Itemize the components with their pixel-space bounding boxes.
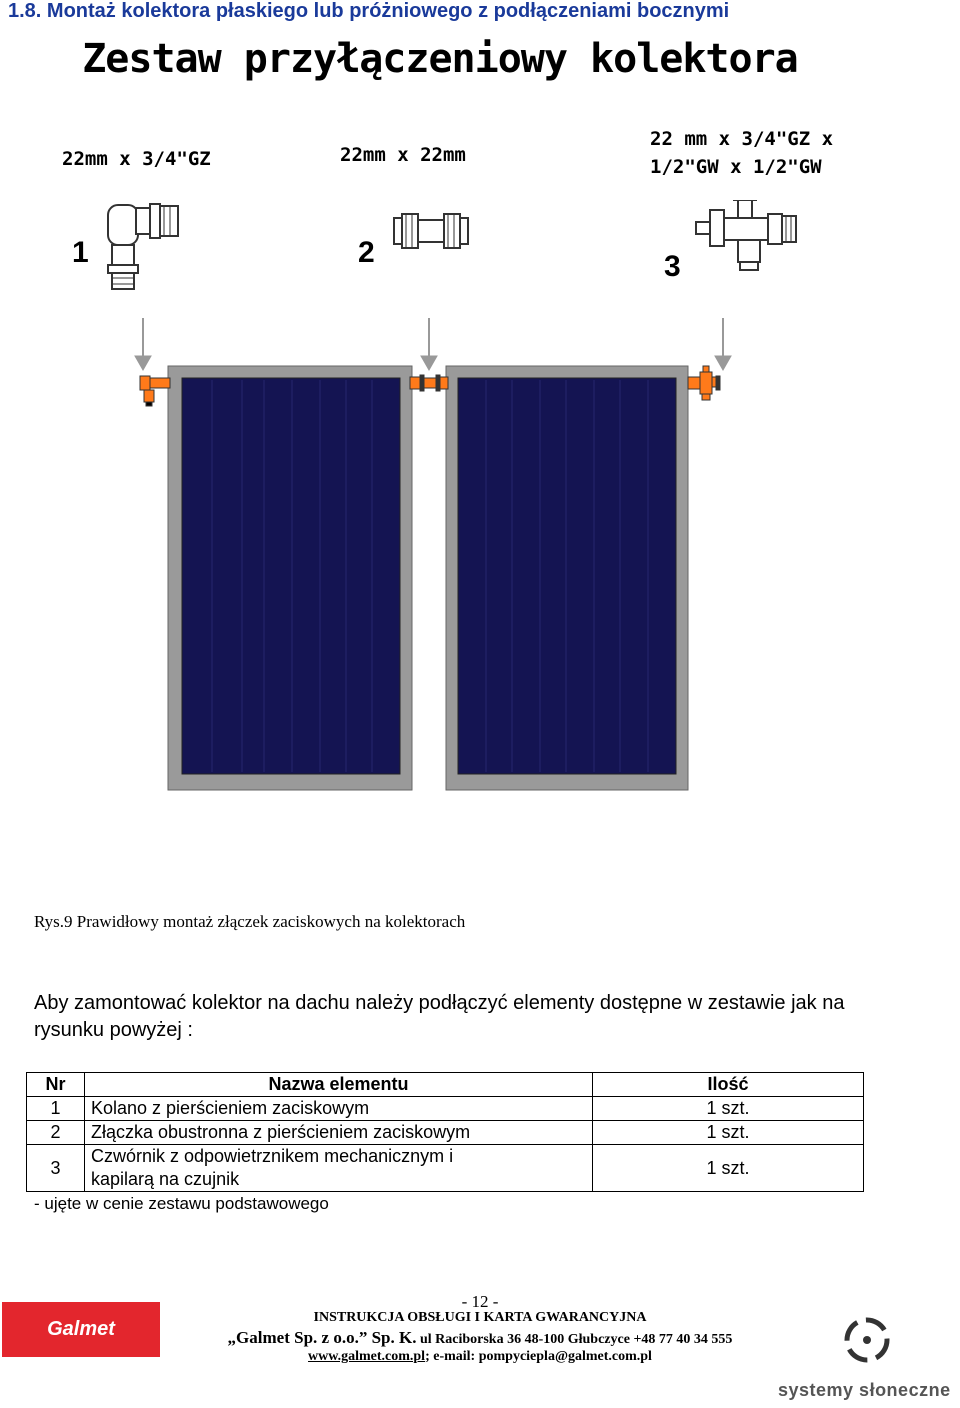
table-header-row bbox=[27, 1073, 864, 1097]
galmet-logo-text: Galmet bbox=[47, 1318, 115, 1340]
collector-panel-left bbox=[168, 366, 412, 790]
table-row bbox=[27, 1097, 864, 1121]
fitting-2-label: 22mm x 22mm bbox=[340, 144, 466, 166]
intro-paragraph: Aby zamontować kolektor na dachu należy podłączyć elementy dostępne w zestawie jak na rysunku powyżej : bbox=[34, 992, 845, 1041]
row-name-line2: kapilarą na czujnik bbox=[91, 1169, 240, 1189]
website-link[interactable]: www.galmet.com.pl bbox=[308, 1349, 426, 1364]
row-qty: 1 szt. bbox=[593, 1121, 864, 1145]
table-row bbox=[27, 1145, 864, 1192]
page-title: Zestaw przyłączeniowy kolektora bbox=[82, 36, 798, 82]
row-qty: 1 szt. bbox=[593, 1145, 864, 1192]
row-name: Kolano z pierścieniem zaciskowym bbox=[85, 1097, 593, 1121]
footer-company-line bbox=[160, 1328, 800, 1348]
footer-manual-title: INSTRUKCJA OBSŁUGI I KARTA GWARANCYJNA bbox=[313, 1310, 647, 1325]
fitting-2-number: 2 bbox=[358, 236, 375, 269]
row-name: Złączka obustronna z pierścieniem zaciskowym bbox=[85, 1121, 593, 1145]
row-name-line1: Czwórnik z odpowietrznikem mechanicznym i bbox=[91, 1146, 454, 1166]
cross-fitting-icon bbox=[696, 200, 796, 270]
company-address: ul Raciborska 36 48-100 Głubczyce +48 77 40 34 555 bbox=[416, 1332, 733, 1347]
galmet-logo bbox=[2, 1302, 160, 1357]
fitting-3-label-line1: 22 mm x 3/4"GZ x bbox=[650, 128, 834, 150]
row-nr: 3 bbox=[27, 1145, 85, 1192]
fitting-3-number: 3 bbox=[664, 250, 681, 283]
arrow-icon bbox=[135, 318, 731, 370]
row-name bbox=[85, 1145, 593, 1192]
page-number: - 12 - bbox=[461, 1292, 499, 1311]
mounted-elbow-fitting bbox=[140, 376, 170, 406]
mounted-cross-fitting bbox=[688, 366, 720, 400]
footer-contact-line bbox=[160, 1349, 800, 1365]
email-text: ; e-mail: pompyciepla@galmet.com.pl bbox=[425, 1349, 652, 1364]
solar-systems-brand: systemy słoneczne bbox=[778, 1380, 951, 1400]
table-row bbox=[27, 1121, 864, 1145]
mounted-coupling-fitting bbox=[410, 375, 448, 391]
company-name: „Galmet Sp. z o.o.” Sp. K. bbox=[227, 1328, 417, 1347]
fitting-3-label-line2: 1/2"GW x 1/2"GW bbox=[650, 156, 822, 178]
header-name: Nazwa elementu bbox=[85, 1073, 593, 1097]
table-note: - ujęte w cenie zestawu podstawowego bbox=[34, 1194, 329, 1213]
parts-table bbox=[26, 1072, 864, 1192]
fitting-1-label: 22mm x 3/4"GZ bbox=[62, 148, 211, 170]
fitting-1-number: 1 bbox=[72, 236, 89, 269]
straight-coupling-icon bbox=[394, 214, 468, 248]
row-qty: 1 szt. bbox=[593, 1097, 864, 1121]
sun-logo-icon bbox=[834, 1308, 900, 1372]
header-nr: Nr bbox=[27, 1073, 85, 1097]
elbow-fitting-icon bbox=[108, 204, 178, 289]
header-qty: Ilość bbox=[593, 1073, 864, 1097]
collector-panel-right bbox=[446, 366, 688, 790]
collector-diagram bbox=[0, 200, 960, 800]
row-nr: 2 bbox=[27, 1121, 85, 1145]
figure-caption: Rys.9 Prawidłowy montaż złączek zaciskowych na kolektorach bbox=[34, 912, 466, 931]
section-heading: 1.8. Montaż kolektora płaskiego lub próżniowego z podłączeniami bocznymi bbox=[8, 0, 730, 22]
row-nr: 1 bbox=[27, 1097, 85, 1121]
